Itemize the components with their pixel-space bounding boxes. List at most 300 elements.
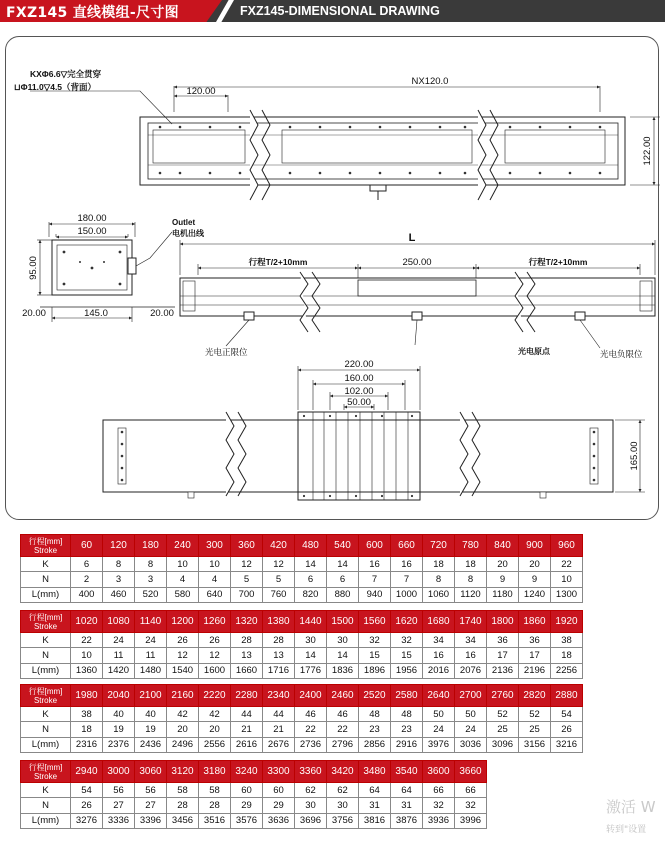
stroke-cell: 360 — [231, 535, 263, 557]
stroke-cell: 600 — [359, 535, 391, 557]
stroke-cell: 240 — [167, 535, 199, 557]
table-cell: 6 — [327, 572, 359, 587]
activation-watermark-line1: 激活 W — [606, 798, 656, 816]
table-cell: 1660 — [231, 663, 263, 678]
table-cell: 32 — [391, 633, 423, 648]
stroke-cell: 540 — [327, 535, 359, 557]
table-cell: 880 — [327, 587, 359, 602]
table-cell: 42 — [199, 707, 231, 722]
row-label: N — [21, 572, 71, 587]
table-cell: 3336 — [103, 813, 135, 828]
table-cell: 25 — [519, 722, 551, 737]
table-cell: 40 — [135, 707, 167, 722]
dim-250-label: 250.00 — [402, 257, 432, 268]
table-cell: 19 — [135, 722, 167, 737]
table-cell: 24 — [423, 722, 455, 737]
origin-label: 光电原点 — [518, 347, 550, 356]
table-cell: 29 — [263, 798, 295, 813]
table-cell: 40 — [103, 707, 135, 722]
stroke-cell: 1380 — [263, 611, 295, 633]
table-cell: 1420 — [103, 663, 135, 678]
table-cell: 22 — [327, 722, 359, 737]
stroke-cell: 1800 — [487, 611, 519, 633]
table-cell: 24 — [103, 633, 135, 648]
neg-limit-label: 光电负限位 — [600, 349, 643, 359]
table-cell: 3096 — [487, 737, 519, 752]
table-cell: 3696 — [295, 813, 327, 828]
hole-note-1: KXΦ6.6▽完全贯穿 — [30, 69, 102, 79]
table-cell: 2616 — [231, 737, 263, 752]
stroke-cell: 2640 — [423, 685, 455, 707]
table-cell: 46 — [327, 707, 359, 722]
dim-150-label: 150.00 — [77, 226, 107, 237]
row-label: K — [21, 783, 71, 798]
table-cell: 62 — [327, 783, 359, 798]
table-cell: 580 — [167, 587, 199, 602]
table-cell: 5 — [231, 572, 263, 587]
table-cell: 1360 — [71, 663, 103, 678]
table-cell: 2796 — [327, 737, 359, 752]
table-cell: 3456 — [167, 813, 199, 828]
table-cell: 3936 — [423, 813, 455, 828]
stroke-left-label: 行程T/2+10mm — [248, 257, 308, 267]
table-cell: 3216 — [551, 737, 583, 752]
table-cell: 54 — [551, 707, 583, 722]
row-label: L(mm) — [21, 587, 71, 602]
stroke-table-1 — [20, 534, 583, 603]
stroke-cell: 2100 — [135, 685, 167, 707]
table-cell: 30 — [327, 633, 359, 648]
table-cell: 1300 — [551, 587, 583, 602]
table-cell: 1896 — [359, 663, 391, 678]
dim-20b-label: 20.00 — [150, 308, 174, 319]
table-row-l — [21, 737, 583, 752]
table-cell: 26 — [551, 722, 583, 737]
stroke-cell: 1980 — [71, 685, 103, 707]
table-cell: 2736 — [295, 737, 327, 752]
table-cell: 1956 — [391, 663, 423, 678]
stroke-cell: 2760 — [487, 685, 519, 707]
stroke-cell: 3060 — [135, 761, 167, 783]
table-cell: 1540 — [167, 663, 199, 678]
row-label: N — [21, 722, 71, 737]
dim-220-label: 220.00 — [344, 359, 374, 370]
stroke-right-label: 行程T/2+10mm — [528, 257, 588, 267]
table-cell: 13 — [263, 648, 295, 663]
table-cell: 66 — [423, 783, 455, 798]
table-cell: 400 — [71, 587, 103, 602]
table-cell: 640 — [199, 587, 231, 602]
stroke-cell: 1320 — [231, 611, 263, 633]
table-row-l — [21, 663, 583, 678]
table-cell: 8 — [103, 557, 135, 572]
table-cell: 10 — [199, 557, 231, 572]
stroke-cell: 2040 — [103, 685, 135, 707]
outlet-cn-label: 电机出线 — [172, 229, 204, 238]
stroke-cell: 3480 — [359, 761, 391, 783]
table-cell: 17 — [519, 648, 551, 663]
table-row-n — [21, 648, 583, 663]
table-cell: 2676 — [263, 737, 295, 752]
table-cell: 28 — [167, 798, 199, 813]
stroke-cell: 2280 — [231, 685, 263, 707]
table-cell: 34 — [423, 633, 455, 648]
stroke-cell: 3180 — [199, 761, 231, 783]
dim-L-label: L — [408, 232, 416, 244]
table-cell: 3756 — [327, 813, 359, 828]
stroke-cell: 1860 — [519, 611, 551, 633]
table-cell: 3996 — [455, 813, 487, 828]
table-cell: 460 — [103, 587, 135, 602]
table-cell: 18 — [455, 557, 487, 572]
table-cell: 12 — [263, 557, 295, 572]
table-cell: 2376 — [103, 737, 135, 752]
table-cell: 820 — [295, 587, 327, 602]
table-cell: 28 — [231, 633, 263, 648]
table-cell: 58 — [199, 783, 231, 798]
row-label: L(mm) — [21, 663, 71, 678]
table-cell: 6 — [295, 572, 327, 587]
activation-watermark-line2: 转到"设置 — [606, 825, 647, 835]
table-cell: 27 — [135, 798, 167, 813]
stroke-cell: 1740 — [455, 611, 487, 633]
table-cell: 32 — [423, 798, 455, 813]
table-cell: 56 — [103, 783, 135, 798]
table-cell: 10 — [551, 572, 583, 587]
table-cell: 16 — [423, 648, 455, 663]
table-cell: 8 — [455, 572, 487, 587]
table-cell: 20 — [487, 557, 519, 572]
table-cell: 36 — [487, 633, 519, 648]
table-cell: 2196 — [519, 663, 551, 678]
table-cell: 18 — [423, 557, 455, 572]
table-cell: 28 — [199, 798, 231, 813]
table-row-n — [21, 798, 487, 813]
table-cell: 3516 — [199, 813, 231, 828]
row-label: K — [21, 707, 71, 722]
stroke-header-cell: 行程[mm] Stroke — [21, 535, 71, 557]
table-row-k — [21, 633, 583, 648]
table-cell: 2496 — [167, 737, 199, 752]
table-cell: 46 — [295, 707, 327, 722]
table-cell: 38 — [551, 633, 583, 648]
table-cell: 18 — [71, 722, 103, 737]
stroke-cell: 1080 — [103, 611, 135, 633]
table-cell: 10 — [167, 557, 199, 572]
table-cell: 58 — [167, 783, 199, 798]
table-cell: 9 — [519, 572, 551, 587]
table-cell: 7 — [391, 572, 423, 587]
table-cell: 38 — [71, 707, 103, 722]
table-cell: 16 — [455, 648, 487, 663]
stroke-cell: 2400 — [295, 685, 327, 707]
table-cell: 1600 — [199, 663, 231, 678]
table-row-n — [21, 572, 583, 587]
table-cell: 52 — [487, 707, 519, 722]
stroke-table-3 — [20, 684, 583, 753]
dim-145-label: 145.0 — [84, 308, 108, 319]
outlet-en-label: Outlet — [172, 218, 196, 227]
table-cell: 1060 — [423, 587, 455, 602]
table-cell: 25 — [487, 722, 519, 737]
table-cell: 20 — [199, 722, 231, 737]
dim-20a-label: 20.00 — [22, 308, 46, 319]
table-cell: 700 — [231, 587, 263, 602]
header-title-en: FXZ145-DIMENSIONAL DRAWING — [240, 4, 440, 18]
table-cell: 760 — [263, 587, 295, 602]
front-body — [180, 278, 655, 316]
dim-95-label: 95.00 — [28, 256, 39, 280]
table-cell: 14 — [295, 648, 327, 663]
dim-nx-label: NX120.0 — [411, 76, 449, 87]
table-cell: 50 — [423, 707, 455, 722]
table-cell: 62 — [295, 783, 327, 798]
table-cell: 2916 — [391, 737, 423, 752]
table-cell: 54 — [71, 783, 103, 798]
stroke-cell: 3300 — [263, 761, 295, 783]
table-cell: 2136 — [487, 663, 519, 678]
stroke-table-2 — [20, 610, 583, 679]
table-cell: 1240 — [519, 587, 551, 602]
table-cell: 3 — [103, 572, 135, 587]
table-row-k — [21, 783, 487, 798]
table-cell: 4 — [199, 572, 231, 587]
table-cell: 16 — [391, 557, 423, 572]
row-label: N — [21, 648, 71, 663]
stroke-cell: 3660 — [455, 761, 487, 783]
dim-120-label: 120.00 — [186, 86, 216, 97]
table-cell: 2016 — [423, 663, 455, 678]
top-view — [30, 86, 660, 200]
table-cell: 1836 — [327, 663, 359, 678]
table-cell: 3876 — [391, 813, 423, 828]
stroke-cell: 300 — [199, 535, 231, 557]
table-cell: 23 — [359, 722, 391, 737]
hole-note-2: ⊔Φ11.0▽4.5（背面） — [14, 82, 97, 92]
table-row-k — [21, 557, 583, 572]
dim-165-label: 165.00 — [629, 441, 640, 471]
table-cell: 60 — [231, 783, 263, 798]
table-cell: 14 — [327, 557, 359, 572]
table-cell: 24 — [455, 722, 487, 737]
table-cell: 3 — [135, 572, 167, 587]
row-label: L(mm) — [21, 813, 71, 828]
table-cell: 44 — [231, 707, 263, 722]
stroke-cell: 1920 — [551, 611, 583, 633]
table-cell: 3156 — [519, 737, 551, 752]
table-cell: 30 — [295, 798, 327, 813]
stroke-cell: 2340 — [263, 685, 295, 707]
table-cell: 31 — [391, 798, 423, 813]
table-cell: 24 — [135, 633, 167, 648]
top-body — [140, 117, 625, 185]
table-cell: 11 — [103, 648, 135, 663]
dim-102-label: 102.00 — [344, 386, 374, 397]
table-cell: 3636 — [263, 813, 295, 828]
table-cell: 2556 — [199, 737, 231, 752]
stroke-cell: 3000 — [103, 761, 135, 783]
table-cell: 2316 — [71, 737, 103, 752]
table-cell: 1480 — [135, 663, 167, 678]
pos-limit-label: 光电正限位 — [205, 347, 248, 357]
stroke-cell: 1680 — [423, 611, 455, 633]
row-label: K — [21, 633, 71, 648]
table-cell: 48 — [359, 707, 391, 722]
stroke-cell: 2700 — [455, 685, 487, 707]
stroke-cell: 2520 — [359, 685, 391, 707]
stroke-cell: 780 — [455, 535, 487, 557]
stroke-cell: 2160 — [167, 685, 199, 707]
stroke-cell: 2460 — [327, 685, 359, 707]
stroke-cell: 1440 — [295, 611, 327, 633]
stroke-cell: 2820 — [519, 685, 551, 707]
table-cell: 32 — [455, 798, 487, 813]
table-cell: 56 — [135, 783, 167, 798]
table-header-row — [21, 761, 487, 783]
table-cell: 32 — [359, 633, 391, 648]
table-cell: 2076 — [455, 663, 487, 678]
dim-160-label: 160.00 — [344, 373, 374, 384]
stroke-cell: 3420 — [327, 761, 359, 783]
table-cell: 22 — [71, 633, 103, 648]
stroke-cell: 2940 — [71, 761, 103, 783]
table-cell: 29 — [231, 798, 263, 813]
stroke-cell: 1260 — [199, 611, 231, 633]
stroke-cell: 1620 — [391, 611, 423, 633]
table-cell: 36 — [519, 633, 551, 648]
table-cell: 30 — [295, 633, 327, 648]
stroke-cell: 660 — [391, 535, 423, 557]
dim-122-label: 122.00 — [642, 136, 653, 166]
stroke-cell: 2880 — [551, 685, 583, 707]
stroke-cell: 720 — [423, 535, 455, 557]
table-cell: 7 — [359, 572, 391, 587]
table-cell: 31 — [359, 798, 391, 813]
table-cell: 27 — [103, 798, 135, 813]
table-row-n — [21, 722, 583, 737]
table-cell: 1716 — [263, 663, 295, 678]
header-title-cn: FXZ145 直线模组-尺寸图 — [6, 5, 179, 21]
stroke-cell: 3600 — [423, 761, 455, 783]
table-header-row — [21, 535, 583, 557]
table-cell: 4 — [167, 572, 199, 587]
table-cell: 21 — [231, 722, 263, 737]
stroke-cell: 60 — [71, 535, 103, 557]
table-cell: 1120 — [455, 587, 487, 602]
stroke-cell: 2580 — [391, 685, 423, 707]
table-cell: 22 — [295, 722, 327, 737]
stroke-cell: 2220 — [199, 685, 231, 707]
table-row-k — [21, 707, 583, 722]
dim-50-label: 50.00 — [347, 397, 371, 408]
table-cell: 26 — [167, 633, 199, 648]
table-cell: 3396 — [135, 813, 167, 828]
table-cell: 3036 — [455, 737, 487, 752]
table-cell: 520 — [135, 587, 167, 602]
table-cell: 3276 — [71, 813, 103, 828]
stroke-cell: 840 — [487, 535, 519, 557]
table-cell: 3976 — [423, 737, 455, 752]
table-cell: 2856 — [359, 737, 391, 752]
table-cell: 17 — [487, 648, 519, 663]
table-cell: 26 — [199, 633, 231, 648]
table-cell: 14 — [295, 557, 327, 572]
table-cell: 19 — [103, 722, 135, 737]
table-row-l — [21, 813, 487, 828]
stroke-cell: 420 — [263, 535, 295, 557]
stroke-header-cell: 行程[mm] Stroke — [21, 685, 71, 707]
stroke-cell: 1140 — [135, 611, 167, 633]
table-cell: 20 — [519, 557, 551, 572]
table-cell: 1776 — [295, 663, 327, 678]
row-label: K — [21, 557, 71, 572]
table-cell: 66 — [455, 783, 487, 798]
table-cell: 12 — [167, 648, 199, 663]
table-cell: 16 — [359, 557, 391, 572]
table-header-row — [21, 685, 583, 707]
bottom-view — [103, 366, 645, 500]
table-cell: 2256 — [551, 663, 583, 678]
table-cell: 48 — [391, 707, 423, 722]
table-cell: 26 — [71, 798, 103, 813]
table-cell: 14 — [327, 648, 359, 663]
table-cell: 1000 — [391, 587, 423, 602]
table-cell: 9 — [487, 572, 519, 587]
stroke-table-4 — [20, 760, 487, 829]
table-cell: 22 — [551, 557, 583, 572]
table-cell: 12 — [231, 557, 263, 572]
stroke-cell: 1500 — [327, 611, 359, 633]
table-cell: 50 — [455, 707, 487, 722]
stroke-cell: 1020 — [71, 611, 103, 633]
stroke-cell: 120 — [103, 535, 135, 557]
dim-180-label: 180.00 — [77, 213, 107, 224]
table-cell: 940 — [359, 587, 391, 602]
table-cell: 3816 — [359, 813, 391, 828]
stroke-cell: 1200 — [167, 611, 199, 633]
table-row-l — [21, 587, 583, 602]
stroke-cell: 3120 — [167, 761, 199, 783]
stroke-cell: 900 — [519, 535, 551, 557]
table-cell: 10 — [71, 648, 103, 663]
table-header-row — [21, 611, 583, 633]
table-cell: 23 — [391, 722, 423, 737]
table-cell: 8 — [423, 572, 455, 587]
table-cell: 52 — [519, 707, 551, 722]
table-cell: 11 — [135, 648, 167, 663]
table-cell: 13 — [231, 648, 263, 663]
table-cell: 8 — [135, 557, 167, 572]
table-cell: 20 — [167, 722, 199, 737]
stroke-cell: 960 — [551, 535, 583, 557]
row-label: N — [21, 798, 71, 813]
table-cell: 42 — [167, 707, 199, 722]
stroke-cell: 1560 — [359, 611, 391, 633]
end-view — [37, 222, 175, 322]
table-cell: 44 — [263, 707, 295, 722]
table-cell: 18 — [551, 648, 583, 663]
table-cell: 5 — [263, 572, 295, 587]
table-cell: 60 — [263, 783, 295, 798]
table-cell: 2 — [71, 572, 103, 587]
stroke-cell: 3540 — [391, 761, 423, 783]
table-cell: 64 — [359, 783, 391, 798]
table-cell: 1180 — [487, 587, 519, 602]
table-cell: 34 — [455, 633, 487, 648]
stroke-cell: 480 — [295, 535, 327, 557]
table-cell: 30 — [327, 798, 359, 813]
stroke-cell: 180 — [135, 535, 167, 557]
